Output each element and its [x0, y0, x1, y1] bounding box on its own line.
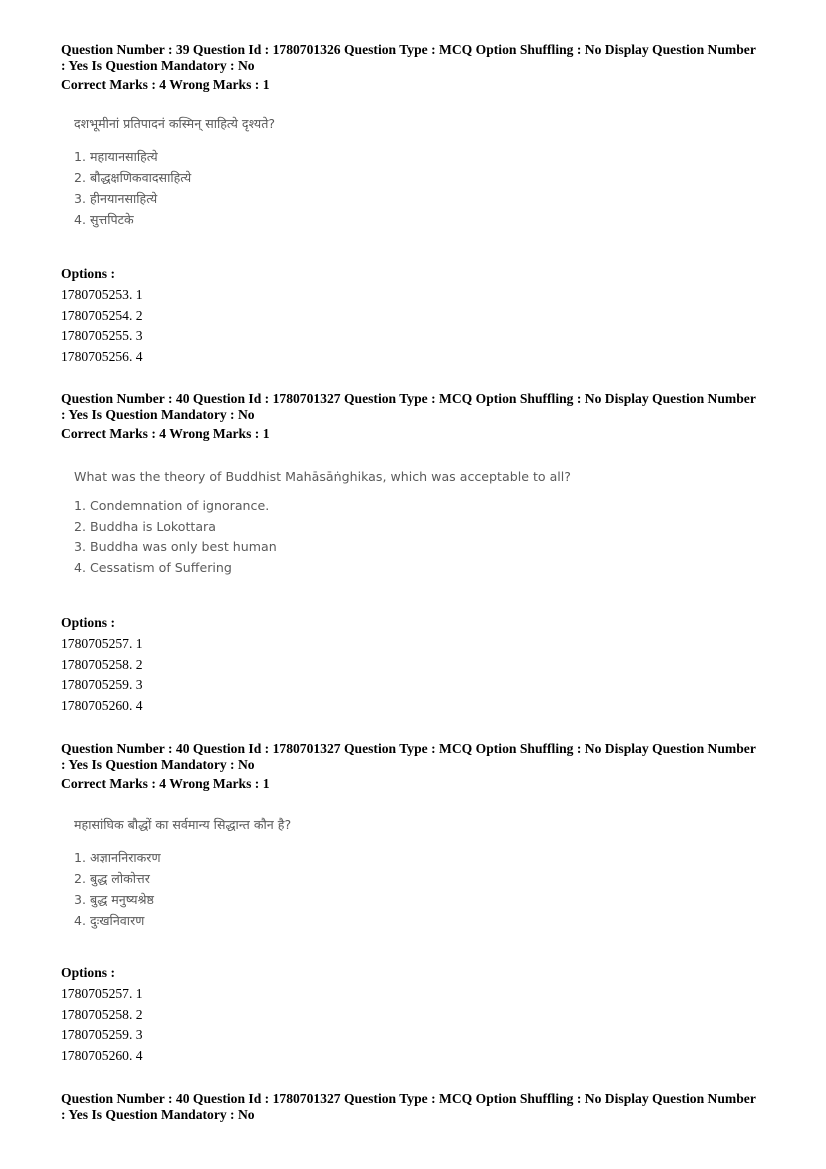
question-text: महासांघिक बौद्धों का सर्वमान्य सिद्धान्त कौन है? [74, 817, 292, 832]
option-line: 1780705260. 4 [61, 1047, 143, 1063]
question-image [74, 816, 773, 931]
options-block [61, 266, 773, 367]
question-image [74, 469, 773, 578]
choice-item: 3. हीनयानसाहित्ये [74, 191, 158, 206]
question-header: Question Number : 40 Question Id : 1780701327 Question Type : MCQ Option Shuffling : No Display Question Number [61, 391, 756, 406]
question-text: दशभूमीनां प्रतिपादनं कस्मिन् साहित्ये दृश्यते? [74, 116, 276, 131]
option-line: 1780705256. 4 [61, 348, 143, 364]
option-line: 1780705254. 2 [61, 307, 143, 323]
options-label: Options : [61, 266, 116, 281]
choice-item: 2. बुद्ध लोकोत्तर [74, 871, 150, 886]
marks-line: Correct Marks : 4 Wrong Marks : 1 [61, 77, 270, 92]
option-line: 1780705257. 1 [61, 636, 143, 651]
question-block [61, 741, 773, 931]
question-header-cont: : Yes Is Question Mandatory : No [61, 58, 255, 73]
question-image [74, 115, 773, 230]
option-line: 1780705257. 1 [61, 986, 143, 1001]
options-block [61, 965, 773, 1066]
question-block [61, 1091, 773, 1123]
choice-item: 4. सुत्तपिटके [74, 212, 134, 227]
options-label: Options : [61, 965, 116, 980]
question-block [61, 391, 773, 578]
choice-item: 1. महायानसाहित्ये [74, 149, 158, 164]
choice-item: 2. बौद्धक्षणिकवादसाहित्ये [74, 170, 192, 185]
marks-line: Correct Marks : 4 Wrong Marks : 1 [61, 776, 270, 791]
question-header-cont: : Yes Is Question Mandatory : No [61, 407, 255, 422]
choice-item: 4. Cessatism of Suffering [74, 559, 232, 575]
question-header: Question Number : 40 Question Id : 1780701327 Question Type : MCQ Option Shuffling : No Display Question Number [61, 1091, 756, 1106]
question-block [61, 42, 773, 230]
question-header: Question Number : 40 Question Id : 1780701327 Question Type : MCQ Option Shuffling : No Display Question Number [61, 741, 756, 756]
choice-item: 4. दुःखनिवारण [74, 913, 145, 928]
choice-item: 1. अज्ञाननिराकरण [74, 850, 161, 865]
marks-line: Correct Marks : 4 Wrong Marks : 1 [61, 426, 270, 441]
options-label: Options : [61, 615, 116, 630]
choice-item: 1. Condemnation of ignorance. [74, 498, 270, 513]
option-line: 1780705253. 1 [61, 287, 143, 302]
option-line: 1780705258. 2 [61, 1006, 143, 1022]
option-line: 1780705258. 2 [61, 656, 143, 672]
option-line: 1780705260. 4 [61, 697, 143, 713]
options-block [61, 615, 773, 716]
option-line: 1780705255. 3 [61, 328, 143, 343]
choice-item: 3. बुद्ध मनुष्यश्रेष्ठ [74, 892, 154, 907]
question-header-cont: : Yes Is Question Mandatory : No [61, 1107, 255, 1122]
option-line: 1780705259. 3 [61, 677, 143, 692]
question-header: Question Number : 39 Question Id : 1780701326 Question Type : MCQ Option Shuffling : No Display Question Number [61, 42, 756, 57]
question-text: What was the theory of Buddhist Mahāsāṅghikas, which was acceptable to all? [74, 469, 571, 484]
option-line: 1780705259. 3 [61, 1027, 143, 1042]
question-header-cont: : Yes Is Question Mandatory : No [61, 757, 255, 772]
choice-item: 3. Buddha was only best human [74, 539, 277, 554]
choice-item: 2. Buddha is Lokottara [74, 518, 216, 534]
